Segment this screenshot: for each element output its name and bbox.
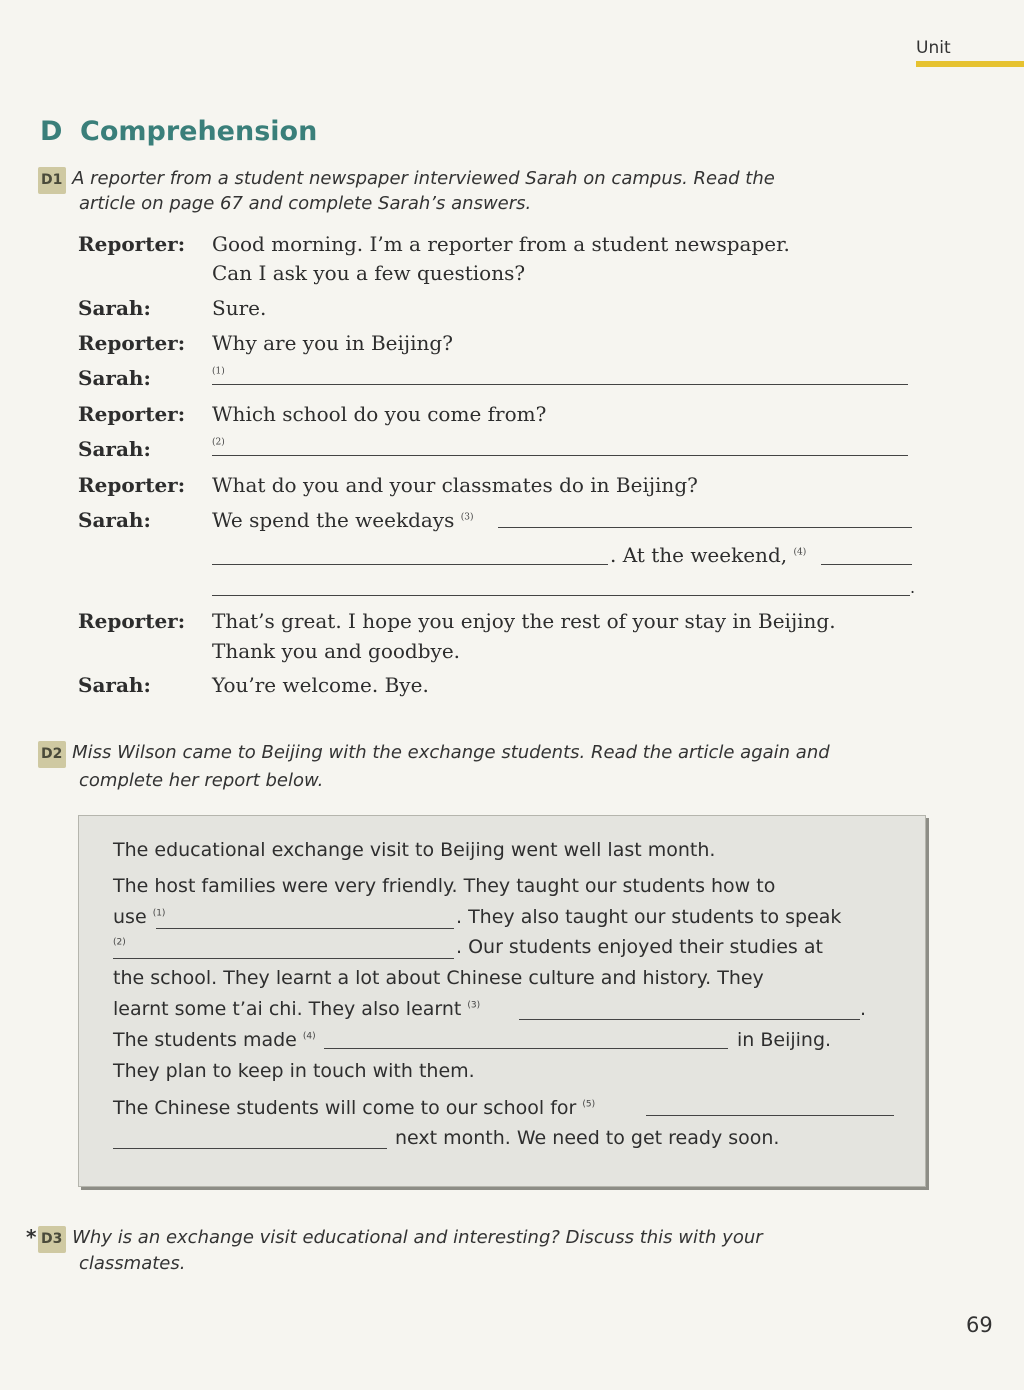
dialogue-speaker: Sarah: — [78, 366, 151, 390]
report-text: The Chinese students will come to our school for — [113, 1097, 577, 1119]
report-text: . Our students enjoyed their studies at — [456, 936, 823, 958]
d1-instruction — [38, 166, 775, 194]
dialogue-line: You’re welcome. Bye. — [212, 673, 429, 697]
report-blank-2[interactable] — [113, 958, 454, 959]
dialogue-speaker: Reporter: — [78, 232, 186, 256]
report-text: . — [860, 998, 867, 1020]
report-text: use — [113, 906, 147, 928]
d1-instruction-line1: A reporter from a student newspaper interviewed Sarah on campus. Read the — [72, 168, 775, 189]
dialogue-line: Which school do you come from? — [212, 402, 547, 426]
page-number: 69 — [966, 1313, 993, 1337]
blank-number: (4) — [793, 547, 807, 558]
d2-instruction-line1: Miss Wilson came to Beijing with the exchange students. Read the article again and — [72, 742, 830, 763]
blank-number: (2) — [212, 437, 225, 448]
d2-instruction — [38, 740, 830, 768]
dialogue-speaker: Reporter: — [78, 402, 186, 426]
report-text: . They also taught our students to speak — [456, 906, 842, 928]
unit-tab-bar — [916, 61, 1024, 67]
report-text: The host families were very friendly. They taught our students how to — [113, 875, 776, 897]
blank-number: (1) — [152, 908, 166, 919]
d3-instruction-line1: Why is an exchange visit educational and interesting? Discuss this with your — [72, 1227, 763, 1248]
d3-tag: D3 — [38, 1226, 66, 1253]
dialogue-speaker: Reporter: — [78, 473, 186, 497]
report-text: in Beijing. — [737, 1029, 832, 1051]
report-text: They plan to keep in touch with them. — [113, 1060, 475, 1082]
section-title: Comprehension — [80, 116, 318, 147]
dialogue-speaker: Sarah: — [78, 673, 151, 697]
report-text: The students made — [113, 1029, 297, 1051]
dialogue-line: Sure. — [212, 296, 267, 320]
answer-blank-3b[interactable] — [212, 564, 608, 565]
blank-number: (4) — [302, 1031, 316, 1042]
report-text: The educational exchange visit to Beijing went well last month. — [113, 839, 716, 861]
dialogue-line: Can I ask you a few questions? — [212, 261, 526, 285]
dialogue-speaker: Reporter: — [78, 609, 186, 633]
dialogue-speaker: Reporter: — [78, 331, 186, 355]
section-letter: D — [40, 116, 63, 147]
report-blank-4[interactable] — [324, 1048, 728, 1049]
dialogue-speaker: Sarah: — [78, 508, 151, 532]
blank-number: (3) — [460, 512, 474, 523]
dialogue-line: We spend the weekdays — [212, 508, 455, 532]
dialogue-line: What do you and your classmates do in Beijing? — [212, 473, 698, 497]
blank-number: (3) — [467, 1000, 481, 1011]
blank-number: (5) — [582, 1099, 596, 1110]
period: . — [910, 578, 916, 597]
d2-tag: D2 — [38, 741, 66, 768]
d1-tag: D1 — [38, 167, 66, 194]
dialogue-line: That’s great. I hope you enjoy the rest of your stay in Beijing. — [212, 609, 836, 633]
d3-instruction — [38, 1225, 763, 1253]
dialogue-line: Thank you and goodbye. — [212, 639, 461, 663]
blank-number: (2) — [113, 937, 126, 948]
dialogue-line: Good morning. I’m a reporter from a student newspaper. — [212, 232, 790, 256]
answer-blank-1[interactable] — [212, 384, 908, 385]
report-blank-5b[interactable] — [113, 1148, 387, 1149]
report-text: next month. We need to get ready soon. — [395, 1127, 780, 1149]
d3-instruction-line2: classmates. — [79, 1253, 186, 1274]
dialogue-line: Why are you in Beijing? — [212, 331, 453, 355]
answer-blank-3a[interactable] — [498, 527, 912, 528]
report-blank-5a[interactable] — [646, 1115, 894, 1116]
answer-blank-2[interactable] — [212, 455, 908, 456]
dialogue-line: . At the weekend, — [610, 543, 788, 567]
d2-instruction-line2: complete her report below. — [79, 770, 324, 791]
report-text: learnt some t’ai chi. They also learnt — [113, 998, 462, 1020]
report-blank-1[interactable] — [156, 928, 454, 929]
answer-blank-4a[interactable] — [821, 564, 912, 565]
answer-blank-4b[interactable] — [212, 595, 910, 596]
d1-instruction-line2: article on page 67 and complete Sarah’s answers. — [79, 193, 532, 214]
report-blank-3[interactable] — [519, 1019, 860, 1020]
optional-star-icon: * — [26, 1225, 37, 1249]
dialogue-speaker: Sarah: — [78, 437, 151, 461]
unit-label: Unit — [916, 38, 951, 58]
dialogue-speaker: Sarah: — [78, 296, 151, 320]
report-text: the school. They learnt a lot about Chinese culture and history. They — [113, 967, 764, 989]
blank-number: (1) — [212, 366, 225, 377]
